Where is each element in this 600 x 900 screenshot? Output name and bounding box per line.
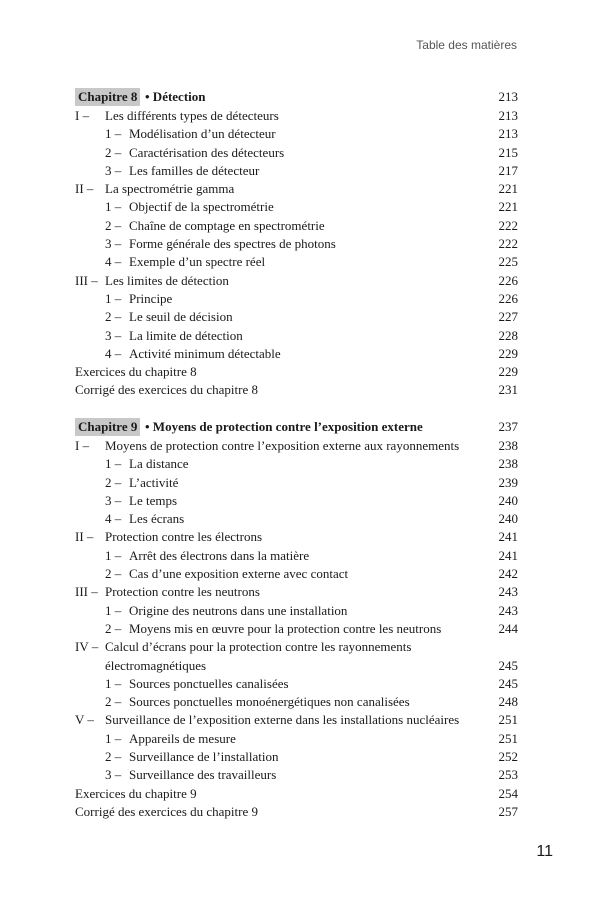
entry-number: 4 –	[105, 345, 122, 361]
entry-title: Moyens de protection contre l’exposition externe aux rayonnements	[105, 438, 460, 453]
entry-number: 2 –	[105, 620, 122, 636]
entry-title: Moyens mis en œuvre pour la protection contre les neutrons	[129, 620, 442, 636]
entry-number: IV –	[75, 639, 99, 655]
chapter-page-number: 213	[498, 89, 518, 104]
entry-title: Corrigé des exercices du chapitre 9	[75, 803, 259, 819]
entry-page-number: 253	[498, 767, 518, 783]
entry-page-number: 244	[498, 620, 518, 636]
toc-entry[interactable]	[75, 602, 518, 620]
toc-entry[interactable]	[75, 107, 518, 125]
chapter-label: Chapitre 9	[75, 418, 140, 436]
entry-page-number: 229	[498, 364, 518, 380]
entry-number: 3 –	[105, 767, 122, 783]
entry-title: Arrêt des électrons dans la matière	[129, 547, 310, 563]
toc-entry[interactable]	[75, 675, 518, 693]
toc-entry[interactable]	[75, 803, 518, 821]
entry-number: 3 –	[105, 492, 122, 508]
toc-entry[interactable]	[75, 693, 518, 711]
page-number: 11	[536, 843, 553, 860]
entry-title: Activité minimum détectable	[129, 345, 281, 361]
entry-page-number: 254	[498, 785, 518, 801]
entry-page-number: 241	[498, 529, 518, 545]
entry-number: 1 –	[105, 547, 122, 563]
entry-page-number: 238	[498, 438, 518, 453]
entry-number: 2 –	[105, 694, 122, 710]
entry-title: L’activité	[129, 474, 179, 490]
toc-entry[interactable]	[75, 253, 518, 271]
entry-title: Corrigé des exercices du chapitre 8	[75, 382, 259, 398]
entry-number: 1 –	[105, 602, 122, 618]
entry-title: Surveillance de l’exposition externe dans les installations nucléaires	[105, 712, 460, 728]
toc-entry[interactable]	[75, 711, 518, 729]
entry-page-number: 213	[498, 126, 518, 142]
toc-entry[interactable]	[75, 474, 518, 492]
entry-number: 1 –	[105, 126, 122, 142]
entry-title: Les écrans	[129, 511, 185, 527]
entry-page-number: 241	[498, 547, 518, 563]
entry-page-number: 222	[498, 217, 518, 233]
toc-entry[interactable]	[75, 290, 518, 308]
entry-title: Modélisation d’un détecteur	[129, 126, 276, 142]
entry-number: 2 –	[105, 474, 122, 490]
toc-entry[interactable]	[75, 345, 518, 363]
toc-entry[interactable]	[75, 455, 518, 473]
entry-page-number: 226	[498, 272, 518, 288]
entry-title: Le temps	[129, 492, 178, 508]
entry-title: Calcul d’écrans pour la protection contre les rayonnements électromagnétiques	[105, 639, 412, 673]
entry-page-number: 238	[498, 456, 518, 472]
entry-title: Sources ponctuelles canalisées	[129, 675, 289, 691]
toc-entry[interactable]	[75, 363, 518, 381]
entry-number: III –	[75, 584, 98, 600]
entry-number: 4 –	[105, 511, 122, 527]
toc-entry[interactable]	[75, 620, 518, 638]
entry-title: La distance	[129, 456, 189, 472]
entry-page-number: 215	[498, 144, 518, 160]
toc-entry[interactable]	[75, 125, 518, 143]
toc-entry[interactable]	[75, 162, 518, 180]
entry-page-number: 229	[498, 345, 518, 361]
entry-number: III –	[75, 272, 98, 288]
entry-title: Protection contre les électrons	[105, 529, 263, 545]
toc-entry[interactable]	[75, 198, 518, 216]
entry-page-number: 248	[498, 694, 518, 710]
toc-entry[interactable]	[75, 547, 518, 565]
entry-page-number: 221	[498, 199, 518, 215]
entry-title: Exercices du chapitre 8	[75, 364, 197, 380]
entry-title: Appareils de mesure	[129, 730, 236, 746]
entry-number: 1 –	[105, 730, 122, 746]
toc-entry[interactable]	[75, 381, 518, 399]
entry-number: 1 –	[105, 290, 122, 306]
toc-entry[interactable]	[75, 217, 518, 235]
entry-title: Les familles de détecteur	[129, 162, 260, 178]
entry-number: II –	[75, 529, 94, 545]
entry-page-number: 231	[498, 382, 518, 398]
chapter-heading	[75, 417, 518, 437]
entry-title: Sources ponctuelles monoénergétiques non canalisées	[129, 694, 410, 710]
entry-number: II –	[75, 181, 94, 197]
chapter-title: • Moyens de protection contre l’exposition externe	[145, 419, 423, 434]
entry-number: 3 –	[105, 162, 122, 178]
toc-entry[interactable]	[75, 528, 518, 546]
chapter-label: Chapitre 8	[75, 88, 140, 106]
chapter-title: • Détection	[145, 89, 206, 104]
entry-title: La limite de détection	[129, 327, 243, 343]
entry-title: La spectrométrie gamma	[105, 181, 235, 197]
entry-title: Chaîne de comptage en spectrométrie	[129, 217, 325, 233]
entry-page-number: 227	[498, 309, 518, 325]
entry-title: Exemple d’un spectre réel	[129, 254, 266, 270]
entry-title: Les limites de détection	[105, 272, 229, 288]
entry-page-number: 245	[498, 657, 518, 673]
entry-page-number: 251	[498, 712, 518, 728]
chapter-page-number: 237	[498, 419, 518, 434]
entry-title: Principe	[129, 290, 173, 306]
toc-entry[interactable]	[75, 272, 518, 290]
chapter-heading	[75, 87, 518, 107]
toc-entry[interactable]	[75, 144, 518, 162]
entry-page-number: 222	[498, 236, 518, 252]
entry-title: Le seuil de décision	[129, 309, 233, 325]
toc-entry[interactable]	[75, 748, 518, 766]
entry-page-number: 252	[498, 749, 518, 765]
entry-title: Cas d’une exposition externe avec contact	[129, 566, 349, 582]
entry-page-number: 240	[498, 511, 518, 527]
entry-page-number: 226	[498, 290, 518, 306]
toc-entry[interactable]	[75, 235, 518, 253]
entry-page-number: 251	[498, 730, 518, 746]
entry-number: I –	[75, 438, 90, 453]
toc-entry[interactable]	[75, 638, 518, 675]
running-header: Table des matières	[416, 38, 517, 52]
entry-number: 2 –	[105, 217, 122, 233]
entry-number: 2 –	[105, 566, 122, 582]
toc-entry[interactable]	[75, 492, 518, 510]
entry-page-number: 240	[498, 492, 518, 508]
toc-entry[interactable]	[75, 730, 518, 748]
entry-title: Les différents types de détecteurs	[105, 108, 279, 123]
toc-entry[interactable]	[75, 308, 518, 326]
toc-entry[interactable]	[75, 583, 518, 601]
entry-page-number: 243	[498, 584, 518, 600]
entry-title: Forme générale des spectres de photons	[129, 236, 336, 252]
toc-chapter-8	[75, 87, 518, 400]
entry-page-number: 242	[498, 566, 518, 582]
entry-number: 1 –	[105, 199, 122, 215]
entry-number: 2 –	[105, 309, 122, 325]
entry-title: Exercices du chapitre 9	[75, 785, 197, 801]
entry-title: Origine des neutrons dans une installation	[129, 602, 348, 618]
entry-number: 3 –	[105, 236, 122, 252]
entry-number: V –	[75, 712, 94, 728]
entry-title: Objectif de la spectrométrie	[129, 199, 274, 215]
entry-number: 2 –	[105, 749, 122, 765]
entry-number: 3 –	[105, 327, 122, 343]
toc-entry[interactable]	[75, 327, 518, 345]
entry-page-number: 217	[498, 162, 518, 178]
toc-entry[interactable]	[75, 437, 518, 455]
entry-page-number: 228	[498, 327, 518, 343]
entry-title: Surveillance de l’installation	[129, 749, 279, 765]
entry-number: 4 –	[105, 254, 122, 270]
entry-title: Surveillance des travailleurs	[129, 767, 277, 783]
entry-title: Caractérisation des détecteurs	[129, 144, 285, 160]
entry-number: 2 –	[105, 144, 122, 160]
entry-page-number: 225	[498, 254, 518, 270]
entry-page-number: 245	[498, 675, 518, 691]
toc-entry[interactable]	[75, 766, 518, 784]
entry-page-number: 213	[498, 108, 518, 123]
entry-number: 1 –	[105, 456, 122, 472]
entry-page-number: 257	[498, 803, 518, 819]
entry-number: I –	[75, 108, 90, 123]
toc-chapter-9	[75, 417, 518, 821]
toc-entry[interactable]	[75, 785, 518, 803]
toc-entry[interactable]	[75, 510, 518, 528]
toc-entry[interactable]	[75, 180, 518, 198]
entry-page-number: 221	[498, 181, 518, 197]
toc-entry[interactable]	[75, 565, 518, 583]
entry-page-number: 243	[498, 602, 518, 618]
entry-title: Protection contre les neutrons	[105, 584, 260, 600]
entry-page-number: 239	[498, 474, 518, 490]
entry-number: 1 –	[105, 675, 122, 691]
